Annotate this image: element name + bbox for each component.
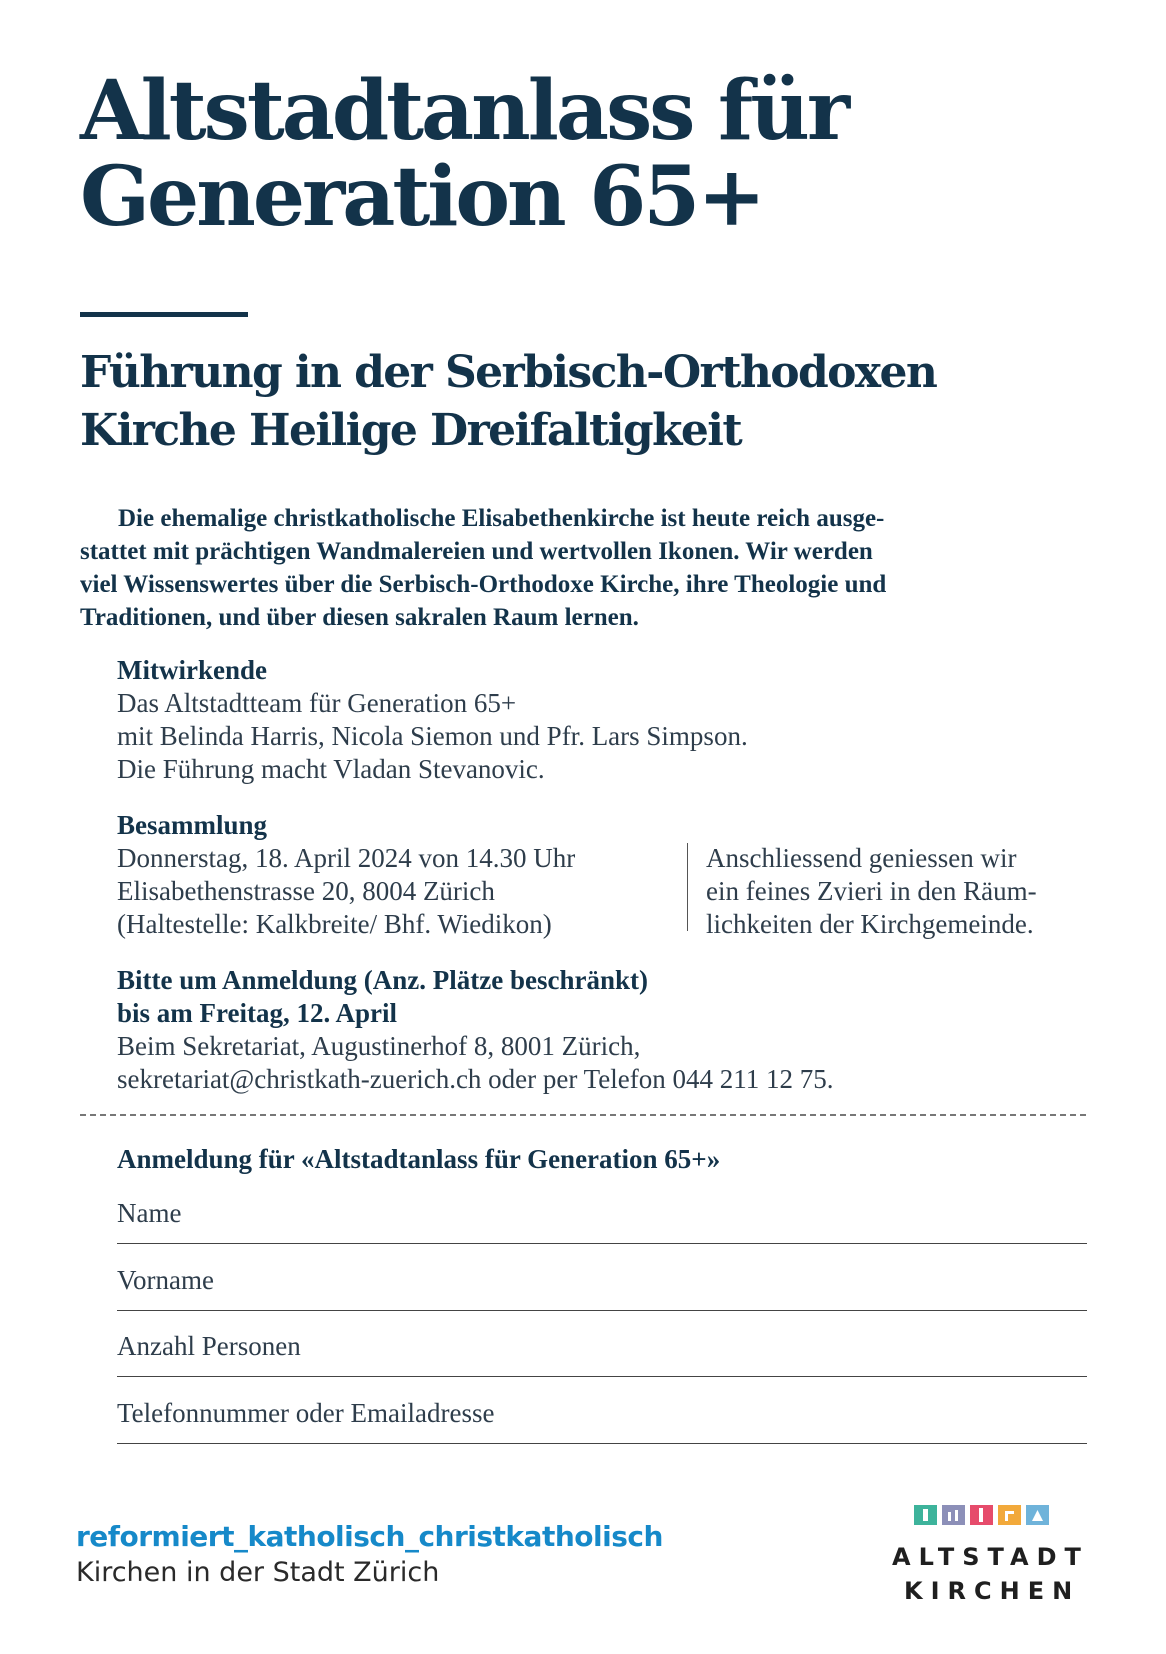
vorname-field[interactable] [117, 1244, 1087, 1311]
footer-subtitle: Kirchen in der Stadt Zürich [76, 1557, 440, 1588]
logo-line-2: KIRCHEN [904, 1577, 1081, 1605]
anmeldung-deadline: bis am Freitag, 12. April [117, 998, 397, 1028]
page-title [80, 63, 848, 245]
church-icon [998, 1505, 1021, 1525]
name-field[interactable] [117, 1177, 1087, 1244]
besammlung-aside [688, 842, 1037, 941]
altstadtkirchen-logo-icons [914, 1505, 1054, 1530]
intro-line: Die ehemalige christkatholische Elisabethenkirche ist heute reich ausge- [118, 505, 885, 532]
title-line-1: Altstadtanlass für [80, 63, 848, 159]
besammlung-line: Elisabethenstrasse 20, 8004 Zürich [117, 876, 495, 906]
logo-line-1: ALTSTADT [892, 1543, 1089, 1571]
anmeldung-heading: Bitte um Anmeldung (Anz. Plätze beschränkt) [117, 965, 648, 995]
subtitle-line-1: Führung in der Serbisch-Orthodoxen [80, 347, 937, 398]
cut-line [80, 1114, 1086, 1116]
contact-field[interactable] [117, 1377, 1087, 1444]
field-label: Anzahl Personen [117, 1331, 301, 1361]
intro-line: viel Wissenswertes über die Serbisch-Orthodoxe Kirche, ihre Theologie und [80, 571, 887, 598]
church-icon [914, 1505, 937, 1525]
besammlung-line: Donnerstag, 18. April 2024 von 14.30 Uhr [117, 843, 576, 873]
field-label: Telefonnummer oder Emailadresse [117, 1398, 495, 1428]
title-line-2: Generation 65+ [80, 149, 764, 245]
aside-line: lichkeiten der Kirchgemeinde. [706, 909, 1034, 939]
subtitle [80, 344, 936, 460]
intro-paragraph [80, 502, 1070, 634]
form-title: Anmeldung für «Altstadtanlass für Generation 65+» [117, 1144, 721, 1174]
church-icon [1026, 1505, 1049, 1525]
mitwirkende-heading: Mitwirkende [117, 655, 267, 685]
title-rule [80, 312, 248, 317]
mitwirkende-line: mit Belinda Harris, Nicola Siemon und Pfr. Lars Simpson. [117, 721, 748, 751]
church-icon [942, 1505, 965, 1525]
intro-line: stattet mit prächtigen Wandmalereien und wertvollen Ikonen. Wir werden [80, 538, 873, 565]
church-icon [970, 1505, 993, 1525]
altstadtkirchen-logo-text [892, 1540, 1089, 1608]
field-label: Vorname [117, 1265, 214, 1295]
aside-line: Anschliessend geniessen wir [706, 843, 1017, 873]
anmeldung-line: Beim Sekretariat, Augustinerhof 8, 8001 Zürich, [117, 1031, 641, 1061]
field-label: Name [117, 1198, 182, 1228]
mitwirkende-section [117, 654, 748, 786]
mitwirkende-line: Die Führung macht Vladan Stevanovic. [117, 754, 545, 784]
aside-line: ein feines Zvieri in den Räum- [706, 876, 1037, 906]
footer-tagline: reformiert_katholisch_christkatholisch [76, 1520, 663, 1553]
subtitle-line-2: Kirche Heilige Dreifaltigkeit [80, 405, 742, 456]
intro-line: Traditionen, und über diesen sakralen Raum lernen. [80, 604, 639, 631]
besammlung-line: (Haltestelle: Kalkbreite/ Bhf. Wiedikon) [117, 909, 552, 939]
anmeldung-section [117, 964, 833, 1096]
anzahl-personen-field[interactable] [117, 1310, 1087, 1377]
anmeldung-line: sekretariat@christkath-zuerich.ch oder per Telefon 044 211 12 75. [117, 1064, 834, 1094]
besammlung-section [117, 809, 575, 941]
mitwirkende-line: Das Altstadtteam für Generation 65+ [117, 688, 517, 718]
besammlung-heading: Besammlung [117, 810, 268, 840]
